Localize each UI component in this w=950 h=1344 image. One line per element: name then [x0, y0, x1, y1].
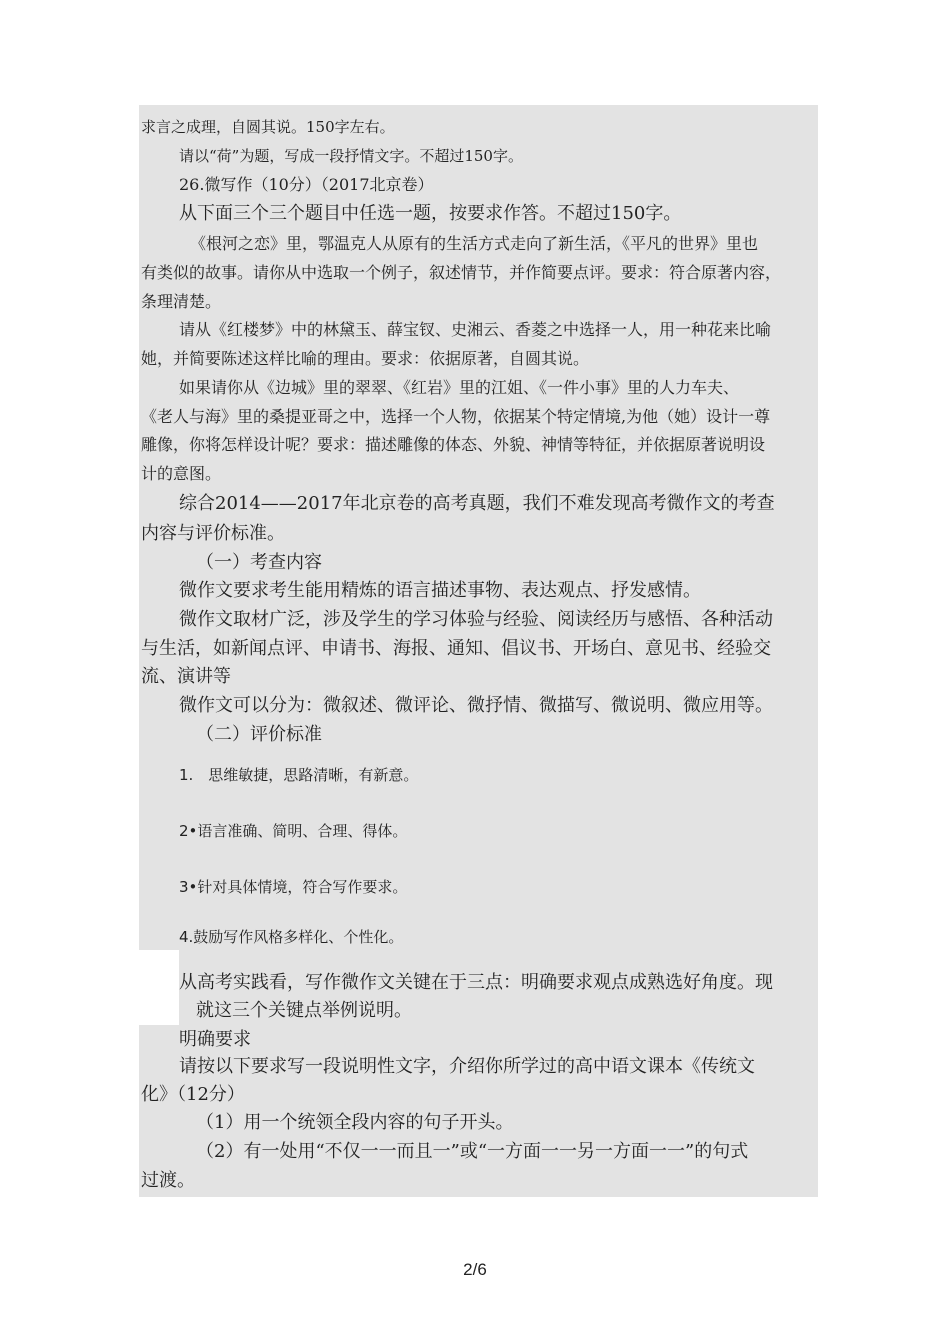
text-line: （1）用一个统领全段内容的句子开头。: [196, 1112, 514, 1133]
text-line: 雕像，你将怎样设计呢？要求：描述雕像的体态、外貌、神情等特征，并依据原著说明设: [141, 435, 766, 454]
text-line: 有类似的故事。请你从中选取一个例子，叙述情节，并作简要点评。要求：符合原著内容，: [141, 263, 782, 282]
text-line: 微作文可以分为：微叙述、微评论、微抒情、微描写、微说明、微应用等。: [179, 695, 773, 716]
section-heading: 明确要求: [179, 1029, 251, 1050]
text-line: 微作文要求考生能用精炼的语言描述事物、表达观点、抒发感情。: [179, 580, 701, 601]
criteria-item: 3•针对具体情境，符合写作要求。: [179, 878, 408, 896]
text-line: 条理清楚。: [141, 292, 222, 311]
text-line: 《老人与海》里的桑提亚哥之中，选择一个人物，依据某个特定情境,为他（她）设计一尊: [141, 407, 771, 426]
text-line: 过渡。: [141, 1170, 195, 1191]
text-line: 求言之成理，自圆其说。150字左右。: [141, 118, 395, 136]
page-margin-cutout: [139, 950, 179, 1025]
section-heading: （一）考查内容: [196, 552, 322, 573]
text-line: 从下面三个三个题目中任选一题，按要求作答。不超过150字。: [179, 203, 682, 224]
text-line: 微作文取材广泛，涉及学生的学习体验与经验、阅读经历与感悟、各种活动: [179, 609, 773, 630]
text-line: 就这三个关键点举例说明。: [196, 1000, 412, 1021]
text-line: 请以“荷”为题，写成一段抒情文字。不超过150字。: [179, 147, 523, 165]
text-line: 她，并简要陈述这样比喻的理由。要求：依据原著，自圆其说。: [141, 349, 590, 368]
section-heading: （二）评价标准: [196, 724, 322, 745]
page-number: 2/6: [463, 1260, 487, 1279]
criteria-item: 2•语言准确、简明、合理、得体。: [179, 822, 408, 840]
text-line: 请按以下要求写一段说明性文字，介绍你所学过的高中语文课本《传统文: [179, 1056, 755, 1077]
text-line: 与生活，如新闻点评、申请书、海报、通知、倡议书、开场白、意见书、经验交: [141, 638, 771, 659]
text-line: 化》（12分）: [141, 1084, 245, 1105]
criteria-item: 1. 思维敏捷，思路清晰，有新意。: [179, 766, 419, 784]
text-line: 计的意图。: [141, 464, 222, 483]
text-line: 内容与评价标准。: [141, 523, 285, 544]
text-line: 流、演讲等: [141, 666, 231, 687]
text-line: 如果请你从《边城》里的翠翠、《红岩》里的江姐、《一件小事》里的人力车夫、: [179, 378, 740, 397]
text-line: 从高考实践看，写作微作文关键在于三点：明确要求观点成熟选好角度。现: [179, 972, 773, 993]
text-line: 请从《红楼梦》中的林黛玉、薛宝钗、史湘云、香菱之中选择一人，用一种花来比喻: [179, 320, 772, 339]
criteria-item: 4.鼓励写作风格多样化、个性化。: [179, 928, 404, 946]
text-line: 《根河之恋》里，鄂温克人从原有的生活方式走向了新生活，《平凡的世界》里也: [190, 234, 759, 253]
text-line: （2）有一处用“不仅一一而且一”或“一方面一一另一方面一一”的句式: [196, 1141, 749, 1162]
question-heading: 26.微写作（10分）（2017北京卷）: [179, 175, 434, 194]
text-line: 综合2014——2017年北京卷的高考真题，我们不难发现高考微作文的考查: [179, 493, 775, 514]
